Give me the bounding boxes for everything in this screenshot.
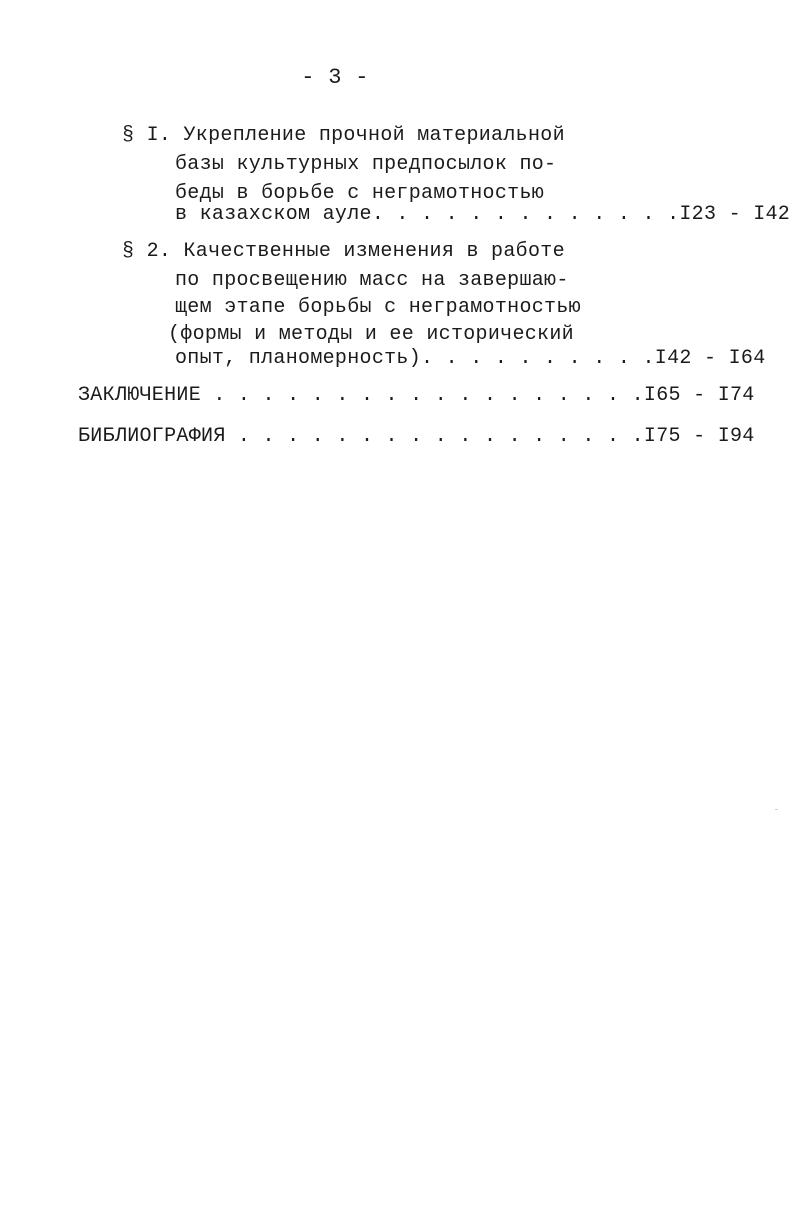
toc-line: базы культурных предпосылок по- xyxy=(175,153,557,176)
scan-mark xyxy=(775,809,778,810)
toc-line-with-pages: в казахском ауле. . . . . . . . . . . . .I23 - I42 xyxy=(175,203,791,226)
toc-bibliography: БИБЛИОГРАФИЯ . . . . . . . . . . . . . . . . .I75 - I94 xyxy=(78,425,755,448)
toc-line: (формы и методы и ее исторический xyxy=(168,323,574,346)
toc-line: щем этапе борьбы с неграмотностью xyxy=(175,296,581,319)
toc-line: по просвещению масс на завершаю- xyxy=(175,269,569,292)
toc-conclusion: ЗАКЛЮЧЕНИЕ . . . . . . . . . . . . . . . . . .I65 - I74 xyxy=(78,384,755,407)
toc-line: беды в борьбе с неграмотностью xyxy=(175,182,545,205)
page-number: - 3 - xyxy=(301,65,369,90)
toc-line: § I. Укрепление прочной материальной xyxy=(122,124,565,147)
toc-line-with-pages: опыт, планомерность). . . . . . . . . .I42 - I64 xyxy=(175,347,766,370)
toc-line: § 2. Качественные изменения в работе xyxy=(122,240,565,263)
